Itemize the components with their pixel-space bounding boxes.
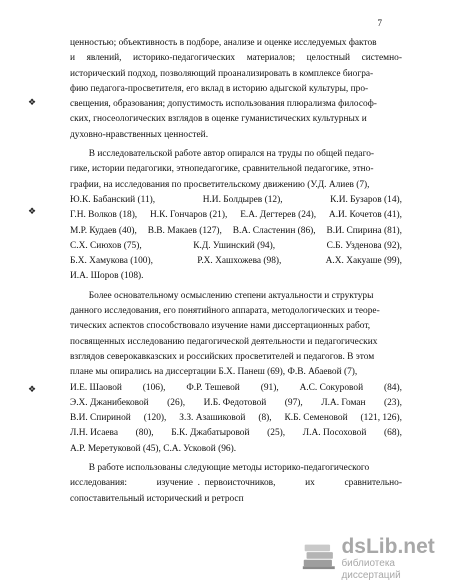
text-line (70, 411, 402, 426)
text-line (70, 97, 402, 112)
text-segment: плане мы опирались на диссертации Б.Х. Панеш (69), Ф.В. Абаевой (7), (70, 367, 358, 378)
text-line (70, 51, 402, 66)
text-line (70, 426, 402, 441)
text-line (70, 254, 402, 269)
text-segment: В.И. Спирина (81), (326, 225, 402, 236)
text-segment: тических аспектов способствовало изучение нами диссертационных работ, (70, 321, 371, 332)
text-segment: системно- (361, 53, 402, 64)
text-segment: ских, гносеологических взглядов в оценке гуманистических культурных и (70, 114, 367, 125)
text-segment: и (70, 53, 76, 64)
text-segment: И.Е. Шаовой (70, 382, 122, 393)
text-segment: М.Р. Кудаев (40), (70, 225, 137, 236)
text-segment: К.Б. Семеновой (284, 413, 348, 424)
text-segment: Л.А. Гоман (321, 397, 366, 408)
text-segment: (84), (384, 382, 402, 393)
text-segment: графии, на исследования по просветительскому движению (У.Д. Алиев (7), (70, 179, 370, 190)
text-segment: С.Б. Узденова (92), (326, 240, 402, 251)
text-segment: исторический подход, позволяющий проанализировать в комплексе биогра- (70, 68, 374, 79)
text-segment: А.И. Кочетов (41), (328, 210, 402, 221)
scan-artifact-mark: ❖ (28, 97, 37, 107)
text-segment: Р.Х. Хашхожева (98), (197, 256, 282, 267)
text-segment: Е.А. Дегтерев (24), (240, 210, 317, 221)
watermark-subtitle: библиотека диссертаций (341, 558, 401, 581)
text-segment: Ф.Р. Тешевой (186, 382, 240, 393)
text-line (70, 304, 402, 319)
text-segment: В.В. Макаев (127), (147, 225, 222, 236)
text-segment: С.Х. Сиюхов (75), (70, 240, 142, 251)
text-segment: ценностью; объективность в подборе, анализе и оценке исследуемых фактов (70, 38, 377, 48)
text-line (70, 193, 402, 208)
text-segment: Л.Н. Исаева (70, 428, 118, 439)
text-segment: (91), (260, 382, 279, 393)
text-segment: посвященных исследованию педагогической деятельности и педагогических (70, 336, 378, 347)
text-segment: изучение . первоисточников, (156, 478, 276, 489)
text-line (70, 162, 402, 177)
text-segment: (68), (384, 428, 402, 439)
text-segment: И.Б. Федотовой (203, 397, 267, 408)
text-segment: И.А. Шоров (108). (70, 271, 144, 282)
text-segment: их (305, 478, 315, 489)
scan-artifact-mark: ❖ (28, 206, 37, 216)
text-segment: (121, 126), (360, 413, 402, 424)
text-segment: К.И. Бузаров (14), (330, 194, 402, 205)
text-segment: Н.И. Болдырев (12), (202, 194, 283, 205)
text-segment: Н.К. Гончаров (21), (150, 210, 228, 221)
text-line (70, 82, 402, 97)
text-line (70, 128, 402, 143)
text-segment: А.С. Сокуровой (299, 382, 364, 393)
text-line (70, 289, 402, 304)
watermark-brand: dsLib.net (341, 535, 435, 558)
text-segment: В.И. Спириной (70, 413, 131, 424)
text-segment: В.А. Сластенин (86), (232, 225, 316, 236)
text-line (70, 442, 402, 457)
text-segment: Б.Х. Хамукова (100), (70, 256, 153, 267)
text-segment: В исследовательской работе автор опирался на труды по общей педаго- (70, 149, 375, 160)
text-segment: А.Х. Хакуаше (99), (325, 256, 402, 267)
text-line (70, 112, 402, 127)
text-segment: Ю.К. Бабанский (11), (70, 194, 156, 205)
text-line (70, 224, 402, 239)
text-segment: (106), (142, 382, 166, 393)
text-line (70, 269, 402, 284)
text-line (70, 208, 402, 223)
text-line (70, 365, 402, 380)
text-line (70, 239, 402, 254)
text-segment: взглядов северокавказских и российских просветителей и педагогов. В этом (70, 351, 375, 362)
text-line (70, 396, 402, 411)
text-line (70, 178, 402, 193)
text-segment: явлений, (86, 53, 122, 64)
text-segment: Л.А. Посоховой (302, 428, 367, 439)
text-segment: гике, истории педагогики, этнопедагогике, сравнительной педагогике, этно- (70, 164, 374, 175)
text-line (70, 319, 402, 334)
text-line (70, 492, 402, 507)
text-line (70, 147, 402, 162)
text-segment: целостный (306, 53, 351, 64)
text-line (70, 350, 402, 365)
text-segment: Б.К. Джабатыровой (171, 428, 250, 439)
text-line (70, 67, 402, 82)
text-segment: (8), (258, 413, 272, 424)
text-segment: исследования: (70, 478, 127, 489)
text-segment: З.З. Азашиковой (179, 413, 246, 424)
text-segment: (25), (267, 428, 286, 439)
book-stack-icon (300, 534, 339, 576)
text-segment: историко-педагогических (133, 53, 236, 64)
text-segment: Более основательному осмыслению степени актуальности и структуры (70, 290, 374, 301)
text-segment: (26), (167, 397, 186, 408)
text-segment: Э.Х. Джанибековой (70, 397, 149, 408)
watermark (300, 532, 450, 582)
text-segment: (120), (143, 413, 167, 424)
text-segment: (23), (384, 397, 402, 408)
scan-artifact-mark: ❖ (28, 384, 37, 394)
text-segment: материалов; (246, 53, 296, 64)
text-segment: (97), (284, 397, 303, 408)
text-segment: А.Р. Меретуковой (45), С.А. Усковой (96). (70, 443, 237, 454)
text-segment: фию педагога-просветителя, его вклад в историю адыгской культуры, про- (70, 83, 369, 94)
text-segment: сопоставительный исторический и ретросп (70, 493, 244, 504)
text-segment: свещения, образования; допустимость использования плюрализма философ- (70, 99, 377, 110)
page-number: 7 (377, 18, 382, 28)
text-segment: В работе использованы следующие методы историко-педагогического (70, 463, 370, 474)
text-segment: данного исследования, его понятийного аппарата, методологических и теоре- (70, 306, 380, 317)
text-segment: (80), (135, 428, 154, 439)
text-segment: сравнительно- (344, 478, 402, 489)
text-segment: К.Д. Ушинский (94), (193, 240, 276, 251)
text-segment: Г.Н. Волков (18), (70, 210, 138, 221)
text-line (70, 461, 402, 476)
text-segment: духовно-нравственных ценностей. (70, 129, 209, 140)
body-text (70, 36, 402, 507)
text-line (70, 335, 402, 350)
text-line (70, 476, 402, 491)
text-line (70, 381, 402, 396)
text-line (70, 36, 402, 51)
